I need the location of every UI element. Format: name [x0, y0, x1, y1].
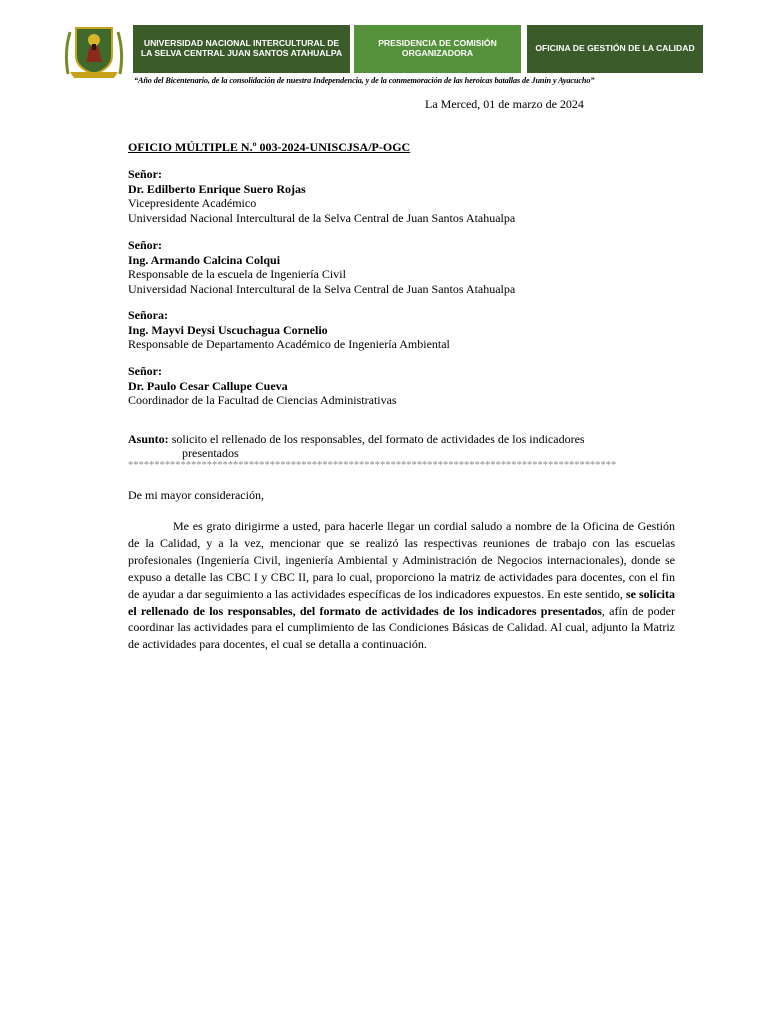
recipient-salutation: Señora:: [128, 308, 168, 322]
recipient-block: [128, 308, 450, 352]
letter-reference: OFICIO MÚLTIPLE N.º 003-2024-UNISCJSA/P-OGC: [128, 140, 411, 154]
body-text-part1: Me es grato dirigirme a usted, para hacerle llegar un cordial saludo a nombre de la Oficina de Gestión de la Calidad, y a la vez, mencionar que se realizó las respectivas reuniones de trabajo con las escuelas profesionales (Ingeniería Civil, ingeniería Ambiental y Administración de Negocios internacionales), donde se expuso a detalle las CBC I y CBC II, para lo cual, proporciono la matriz de actividades para docentes, con el fin de ayudar a dar seguimiento a las actividades específicas de los indicadores expuestos. En este sentido,: [128, 519, 675, 601]
university-crest-logo: [62, 22, 126, 80]
recipient-block: [128, 364, 397, 408]
subject-block: [128, 432, 675, 460]
university-name-text: UNIVERSIDAD NACIONAL INTERCULTURAL DE LA SELVA CENTRAL JUAN SANTOS ATAHUALPA: [140, 38, 343, 58]
body-text-bold: se solicita el rellenado de los responsables, del formato de actividades de los indicadores presentados: [128, 586, 675, 618]
subject-text-line1: solicito el rellenado de los responsables, del formato de actividades de los indicadores: [171, 432, 585, 446]
subject-text-line2: presentados: [182, 446, 239, 460]
office-text: OFICINA DE GESTIÓN DE LA CALIDAD: [535, 43, 695, 54]
recipient-role: Responsable de la escuela de Ingeniería Civil: [128, 267, 346, 281]
recipient-salutation: Señor:: [128, 238, 162, 252]
recipient-name: Ing. Armando Calcina Colqui: [128, 252, 281, 267]
recipient-name: Dr. Edilberto Enrique Suero Rojas: [128, 181, 306, 196]
recipient-institution: Universidad Nacional Intercultural de la Selva Central de Juan Santos Atahualpa: [128, 281, 516, 296]
recipient-salutation: Señor:: [128, 364, 162, 378]
office-banner: [527, 25, 703, 73]
recipient-name: Ing. Mayvi Deysi Uscuchagua Cornelio: [128, 322, 328, 337]
university-name-banner: [133, 25, 350, 73]
recipient-institution: Universidad Nacional Intercultural de la Selva Central de Juan Santos Atahualpa: [128, 210, 516, 225]
recipient-block: [128, 238, 515, 296]
subject-label: Asunto:: [128, 432, 169, 446]
recipient-role: Vicepresidente Académico: [128, 196, 257, 210]
presidency-banner: [354, 25, 521, 73]
recipient-role: Responsable de Departamento Académico de Ingeniería Ambiental: [128, 337, 450, 351]
recipient-name: Dr. Paulo Cesar Callupe Cueva: [128, 378, 288, 393]
presidency-text: PRESIDENCIA DE COMISIÓN ORGANIZADORA: [378, 38, 497, 58]
year-motto: “Año del Bicentenario, de la consolidación de nuestra Independencia, y de la conmemoración de las heroicas batallas de Junín y Ayacucho”: [134, 76, 595, 85]
separator-line: *********************************************************************************************: [128, 460, 617, 471]
recipient-role: Coordinador de la Facultad de Ciencias Administrativas: [128, 393, 397, 407]
body-paragraph: [128, 518, 675, 653]
recipient-block: [128, 167, 515, 225]
recipient-salutation: Señor:: [128, 167, 162, 181]
greeting: De mi mayor consideración,: [128, 488, 264, 502]
body-text-part2: , afín de poder coordinar las actividades para el cumplimiento de las Condiciones Básicas de Calidad. Al cual, adjunto la Matriz de actividades para docentes, el cual se detalla a continuación.: [128, 603, 676, 652]
letter-date: La Merced, 01 de marzo de 2024: [425, 97, 584, 111]
